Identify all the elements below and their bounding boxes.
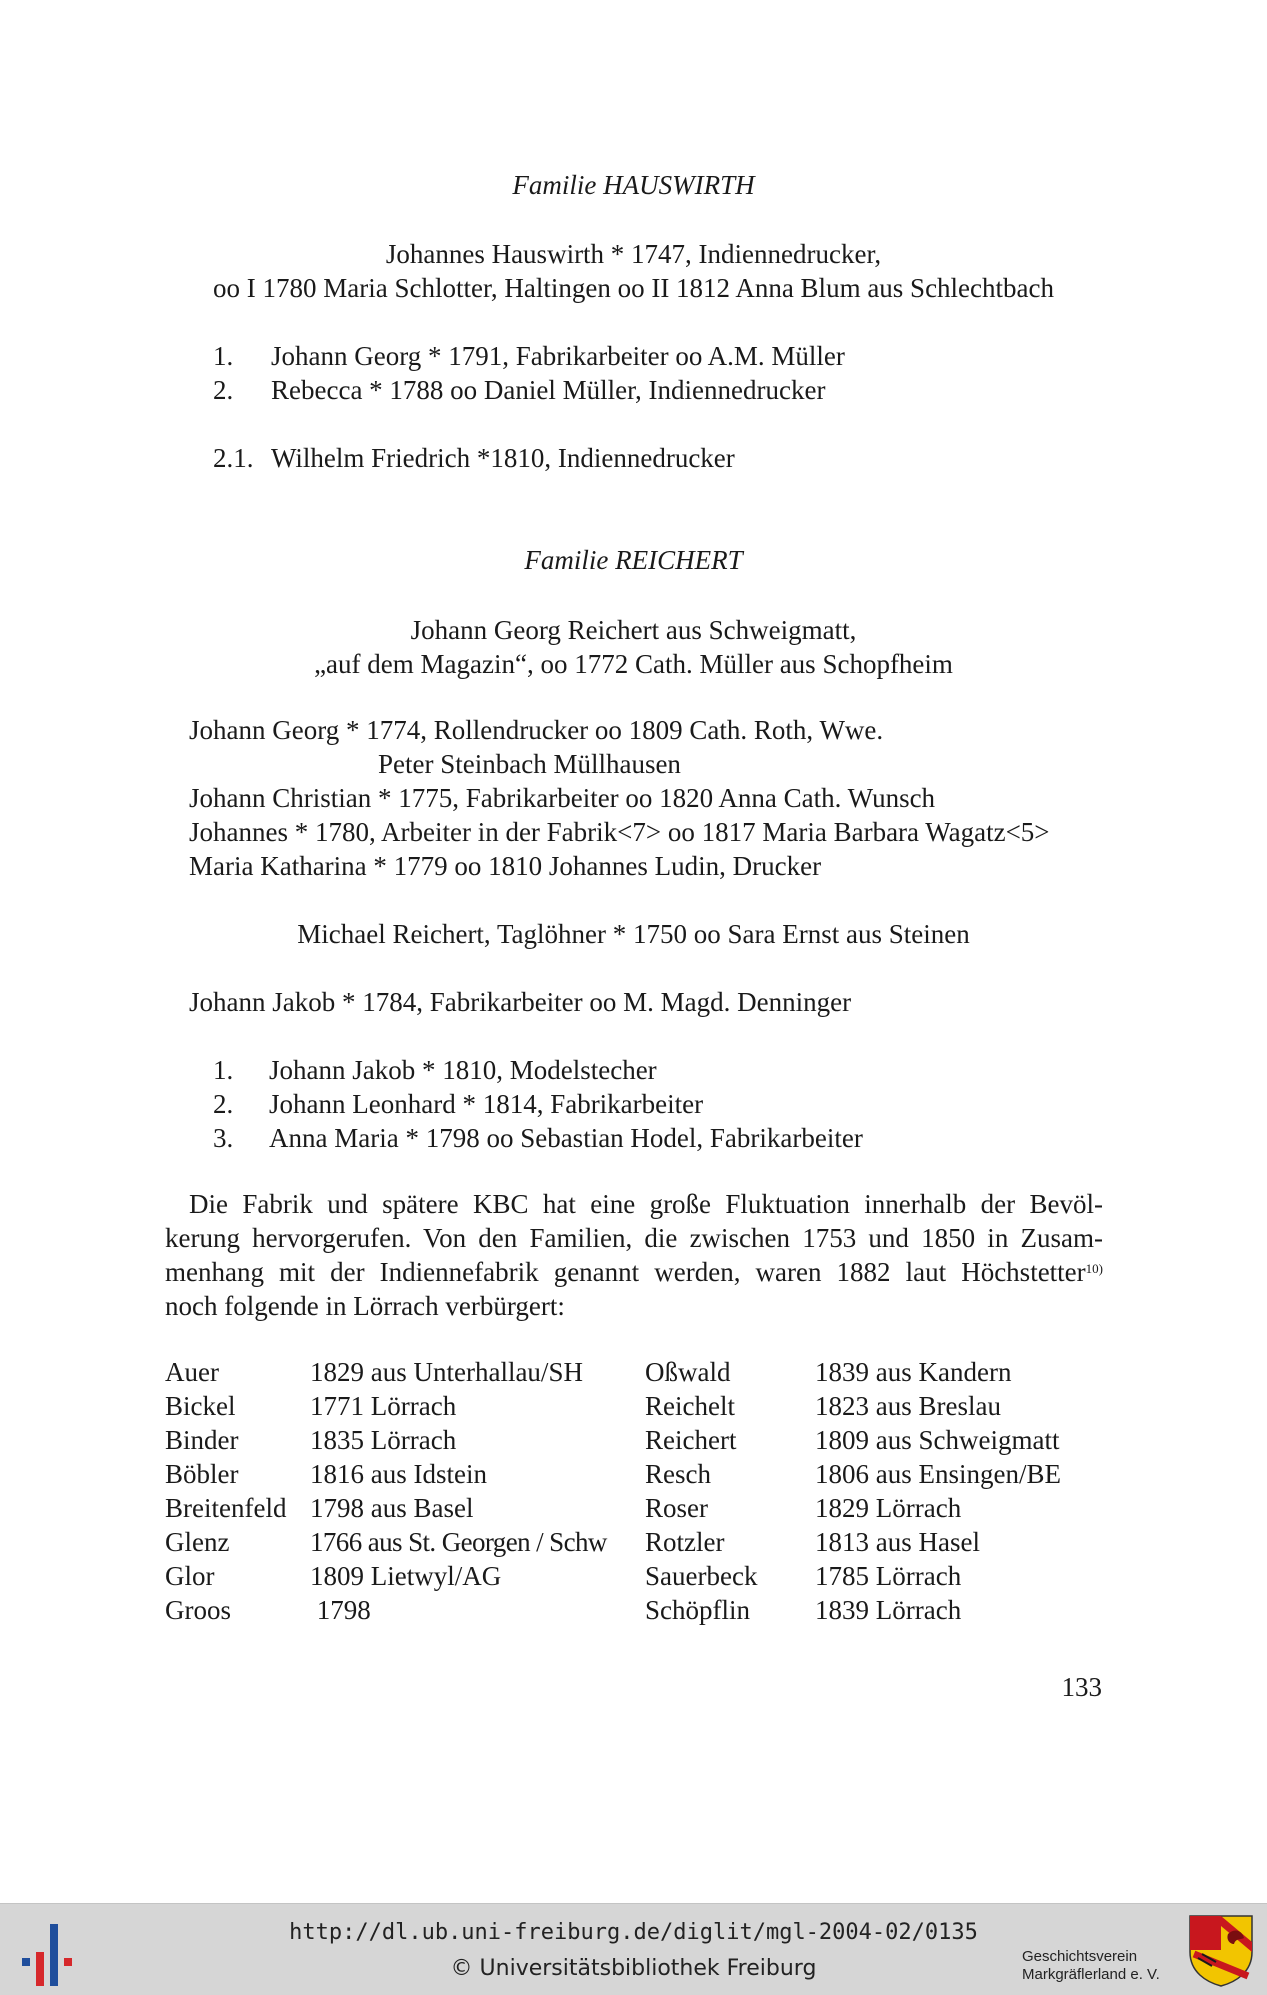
copyright-text: © Universitätsbibliothek Freiburg [450, 1956, 817, 1981]
reichert-child-continuation: Peter Steinbach Müllhausen [378, 749, 681, 779]
family-info: 1809 aus Schweigmatt [815, 1425, 1060, 1455]
family-name: Bickel [165, 1391, 236, 1421]
family-info: 1806 aus Ensingen/BE [815, 1459, 1061, 1489]
family-name: Roser [645, 1493, 708, 1523]
paragraph-line: noch folgende in Lörrach verbürgert: [165, 1291, 565, 1321]
society-name-line-2: Markgräflerland e. V. [1022, 1966, 1160, 1983]
reichert-child: Johannes * 1780, Arbeiter in der Fabrik<7> oo 1817 Maria Barbara Wagatz<5> [189, 817, 1050, 847]
viewer-footer-bar [0, 1903, 1267, 1995]
family-name: Rotzler [645, 1527, 725, 1557]
reichert-child: Johann Christian * 1775, Fabrikarbeiter oo 1820 Anna Cath. Wunsch [189, 783, 936, 813]
family-info: 1835 Lörrach [310, 1425, 457, 1455]
list-item: Rebecca * 1788 oo Daniel Müller, Indiennedrucker [271, 375, 826, 405]
paragraph-line: Die Fabrik und spätere KBC hat eine große Fluktuation innerhalb der Bevöl- [189, 1189, 1103, 1219]
society-name [1022, 1948, 1160, 1984]
family-name: Auer [165, 1357, 219, 1387]
reichert-intro-line-1: Johann Georg Reichert aus Schweigmatt, [410, 615, 857, 645]
hauswirth-intro-line-1: Johannes Hauswirth * 1747, Indiennedrucker, [385, 239, 882, 269]
michael-reichert-line: Michael Reichert, Taglöhner * 1750 oo Sara Ernst aus Steinen [297, 919, 970, 949]
section-heading-hauswirth: Familie HAUSWIRTH [512, 170, 755, 200]
paragraph-line: kerung hervorgerufen. Von den Familien, die zwischen 1753 und 1850 in Zusam- [165, 1223, 1103, 1253]
coat-of-arms-icon[interactable] [1188, 1914, 1254, 1988]
family-name: Sauerbeck [645, 1561, 758, 1591]
document-url-link[interactable]: http://dl.ub.uni-freiburg.de/diglit/mgl-2004-02/0135 [289, 1920, 978, 1945]
family-name: Breitenfeld [165, 1493, 287, 1523]
family-info: 1809 Lietwyl/AG [310, 1561, 502, 1591]
johann-jakob-line: Johann Jakob * 1784, Fabrikarbeiter oo M. Magd. Denninger [189, 987, 852, 1017]
hauswirth-intro-line-2: oo I 1780 Maria Schlotter, Haltingen oo II 1812 Anna Blum aus Schlechtbach [213, 273, 1054, 303]
family-info: 1771 Lörrach [310, 1391, 457, 1421]
list-number: 1. [213, 1055, 234, 1085]
family-info: 1816 aus Idstein [310, 1459, 487, 1489]
family-info: 1839 aus Kandern [815, 1357, 1012, 1387]
section-heading-reichert: Familie REICHERT [524, 545, 743, 575]
list-item: Johann Jakob * 1810, Modelstecher [269, 1055, 657, 1085]
family-name: Glor [165, 1561, 215, 1591]
family-info: 1798 [310, 1595, 371, 1625]
reichert-child: Maria Katharina * 1779 oo 1810 Johannes Ludin, Drucker [189, 851, 822, 881]
society-name-line-1: Geschichtsverein [1022, 1948, 1138, 1965]
family-name: Schöpflin [645, 1595, 750, 1625]
list-number: 3. [213, 1123, 234, 1153]
family-name: Oßwald [645, 1357, 731, 1387]
paragraph-text: menhang mit der Indiennefabrik genannt werden, waren 1882 laut Höchstetter [165, 1257, 1086, 1287]
list-item: Johann Leonhard * 1814, Fabrikarbeiter [269, 1089, 704, 1119]
footnote-reference: 10) [1085, 1261, 1103, 1276]
list-number: 2. [213, 1089, 234, 1119]
family-info: 1785 Lörrach [815, 1561, 962, 1591]
reichert-intro-line-2: „auf dem Magazin“, oo 1772 Cath. Müller aus Schopfheim [314, 649, 953, 679]
reichert-child: Johann Georg * 1774, Rollendrucker oo 1809 Cath. Roth, Wwe. [189, 715, 884, 745]
family-info: 1829 aus Unterhallau/SH [310, 1357, 583, 1387]
list-number: 2. [213, 375, 234, 405]
list-number: 1. [213, 341, 234, 371]
family-name: Groos [165, 1595, 231, 1625]
family-name: Glenz [165, 1527, 230, 1557]
family-name: Resch [645, 1459, 711, 1489]
body-paragraph [165, 1187, 1103, 1323]
family-info: 1798 aus Basel [310, 1493, 474, 1523]
paragraph-line [165, 1255, 1103, 1289]
list-item: Johann Georg * 1791, Fabrikarbeiter oo A.M. Müller [271, 341, 845, 371]
list-number: 2.1. [213, 443, 254, 473]
family-name: Böbler [165, 1459, 239, 1489]
list-item: Wilhelm Friedrich *1810, Indiennedrucker [271, 443, 735, 473]
family-name: Reichelt [645, 1391, 735, 1421]
page-number: 133 [1061, 1672, 1102, 1702]
family-name: Binder [165, 1425, 239, 1455]
family-info: 1839 Lörrach [815, 1595, 962, 1625]
family-info: 1823 aus Breslau [815, 1391, 1001, 1421]
list-item: Anna Maria * 1798 oo Sebastian Hodel, Fabrikarbeiter [269, 1123, 863, 1153]
family-info: 1813 aus Hasel [815, 1527, 980, 1557]
family-name: Reichert [645, 1425, 737, 1455]
family-info: 1829 Lörrach [815, 1493, 962, 1523]
family-info: 1766 aus St. Georgen / Schw [310, 1527, 607, 1557]
